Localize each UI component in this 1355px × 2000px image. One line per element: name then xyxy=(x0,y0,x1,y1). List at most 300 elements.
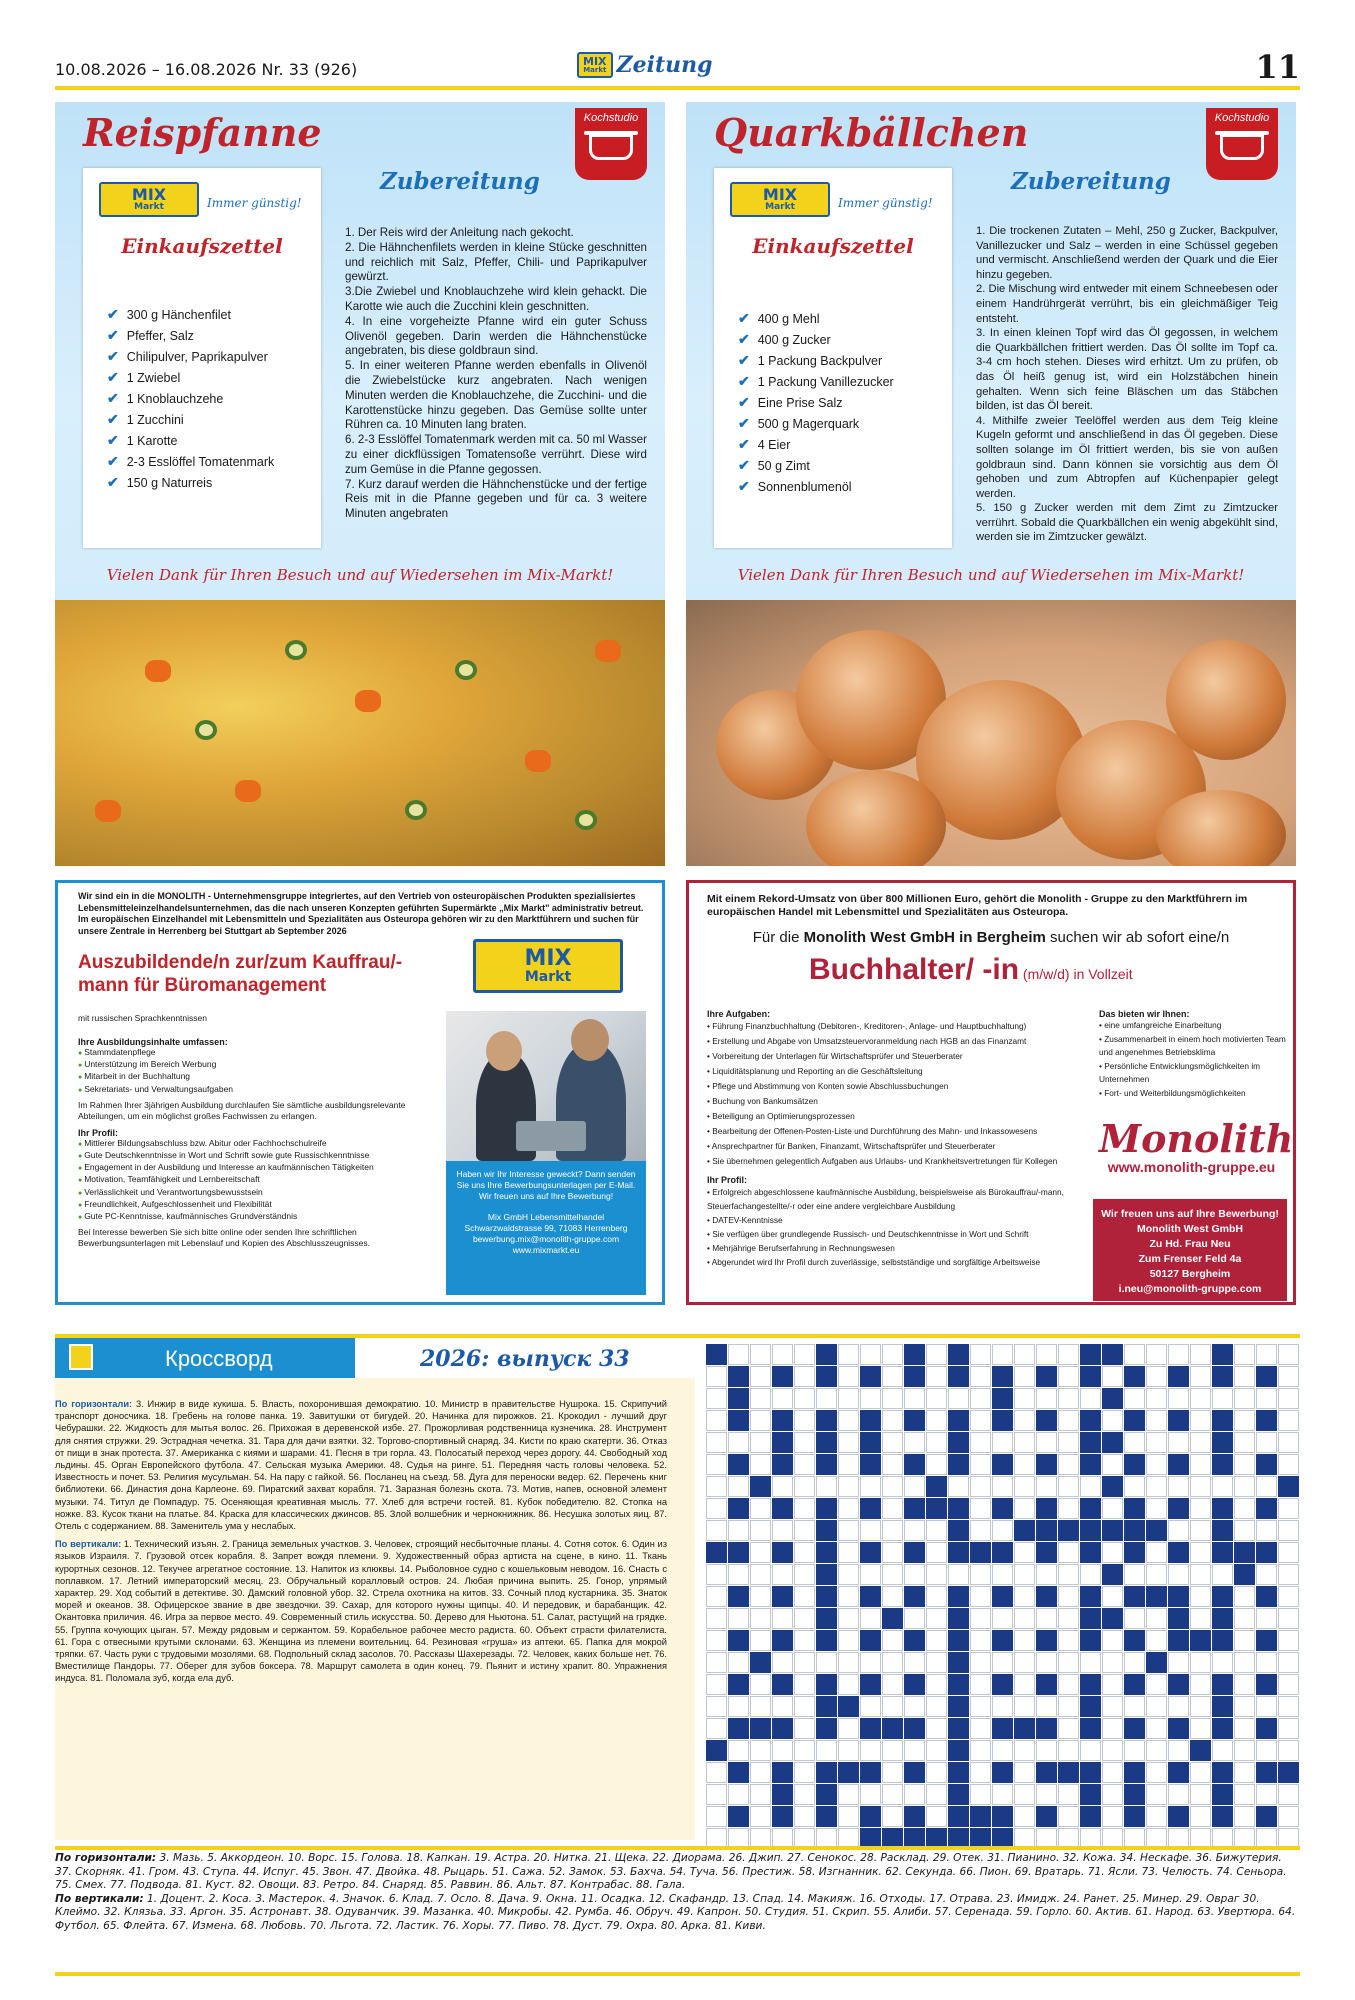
grid-cell xyxy=(1146,1498,1167,1519)
list-item: • Vorbereitung der Unterlagen für Wirtschaftsprüfer und Steuerberater xyxy=(707,1049,1082,1064)
grid-cell xyxy=(1080,1454,1101,1475)
grid-cell xyxy=(706,1740,727,1761)
header-rule xyxy=(55,86,1300,90)
grid-cell xyxy=(1080,1740,1101,1761)
grid-cell xyxy=(926,1740,947,1761)
grid-cell xyxy=(728,1520,749,1541)
list-item: ✔ 400 g Mehl xyxy=(738,310,820,326)
check-icon: ✔ xyxy=(738,457,750,473)
grid-cell xyxy=(706,1498,727,1519)
grid-cell xyxy=(728,1806,749,1827)
grid-cell xyxy=(904,1630,925,1651)
grid-cell xyxy=(838,1784,859,1805)
grid-cell xyxy=(904,1674,925,1695)
grid-cell xyxy=(1146,1388,1167,1409)
grid-cell xyxy=(1080,1410,1101,1431)
check-icon: ✔ xyxy=(738,436,750,452)
list-item: ● Mittlerer Bildungsabschluss bzw. Abitur oder Fachhochschulreife xyxy=(78,1138,438,1150)
grid-cell xyxy=(860,1718,881,1739)
grid-cell xyxy=(926,1542,947,1563)
grid-cell xyxy=(992,1784,1013,1805)
grid-cell xyxy=(794,1432,815,1453)
grid-cell xyxy=(772,1454,793,1475)
grid-cell xyxy=(1102,1762,1123,1783)
grid-cell xyxy=(1080,1432,1101,1453)
grid-cell xyxy=(1014,1542,1035,1563)
grid-cell xyxy=(1080,1696,1101,1717)
grid-cell xyxy=(1080,1476,1101,1497)
grid-cell xyxy=(1014,1608,1035,1629)
grid-cell xyxy=(1146,1366,1167,1387)
issue-date: 10.08.2026 – 16.08.2026 Nr. 33 (926) xyxy=(55,60,358,79)
grid-cell xyxy=(882,1586,903,1607)
grid-cell xyxy=(1080,1630,1101,1651)
grid-cell xyxy=(1036,1432,1057,1453)
grid-cell xyxy=(1080,1520,1101,1541)
grid-cell xyxy=(1124,1652,1145,1673)
grid-cell xyxy=(882,1718,903,1739)
grid-cell xyxy=(816,1476,837,1497)
grid-cell xyxy=(1102,1542,1123,1563)
grid-cell xyxy=(750,1520,771,1541)
mix-markt-logo: MIX Markt xyxy=(99,182,199,217)
grid-cell xyxy=(816,1762,837,1783)
grid-cell xyxy=(1190,1806,1211,1827)
grid-cell xyxy=(1278,1652,1299,1673)
grid-cell xyxy=(772,1740,793,1761)
grid-cell xyxy=(728,1476,749,1497)
crossword-issue: 2026: выпуск 33 xyxy=(420,1346,630,1372)
grid-cell xyxy=(970,1784,991,1805)
grid-cell xyxy=(1058,1784,1079,1805)
ingredient-list xyxy=(107,304,274,493)
grid-cell xyxy=(1124,1718,1145,1739)
grid-cell xyxy=(992,1564,1013,1585)
grid-cell xyxy=(750,1652,771,1673)
grid-cell xyxy=(1124,1674,1145,1695)
grid-cell xyxy=(926,1762,947,1783)
grid-cell xyxy=(992,1432,1013,1453)
grid-cell xyxy=(1256,1498,1277,1519)
list-item: ✔ 300 g Hänchenfilet xyxy=(107,306,231,322)
grid-cell xyxy=(772,1652,793,1673)
grid-cell xyxy=(728,1740,749,1761)
grid-cell xyxy=(860,1410,881,1431)
grid-cell xyxy=(1124,1608,1145,1629)
list-item: ✔ Pfeffer, Salz xyxy=(107,327,194,343)
grid-cell xyxy=(1212,1344,1233,1365)
grid-cell xyxy=(706,1762,727,1783)
grid-cell xyxy=(970,1696,991,1717)
grid-cell xyxy=(1146,1696,1167,1717)
grid-cell xyxy=(1124,1564,1145,1585)
grid-cell xyxy=(1256,1366,1277,1387)
grid-cell xyxy=(1190,1542,1211,1563)
grid-cell xyxy=(1212,1586,1233,1607)
grid-cell xyxy=(1212,1476,1233,1497)
grid-cell xyxy=(882,1652,903,1673)
list-item: ● Mitarbeit in der Buchhaltung xyxy=(78,1071,438,1083)
grid-cell xyxy=(1102,1454,1123,1475)
job-ad-mix-markt xyxy=(55,880,665,1305)
grid-cell xyxy=(992,1652,1013,1673)
grid-cell xyxy=(750,1432,771,1453)
grid-cell xyxy=(970,1498,991,1519)
grid-cell xyxy=(1234,1608,1255,1629)
grid-cell xyxy=(816,1784,837,1805)
grid-cell xyxy=(1190,1608,1211,1629)
grid-cell xyxy=(992,1740,1013,1761)
grid-cell xyxy=(1256,1432,1277,1453)
grid-cell xyxy=(706,1784,727,1805)
grid-cell xyxy=(992,1410,1013,1431)
grid-cell xyxy=(1036,1696,1057,1717)
ad-intro: Wir sind ein in die MONOLITH - Unternehmensgruppe integriertes, auf den Vertrieb von osteuropäischen Produkten spezialisiertes Lebensmitteleinzelhandelsunternehmen, das die nach unseren Konzepten geführten Supermärkte „Mix Markt" administrativ betreut. Im europäischen Einzelhandel mit Lebensmitteln und Spezialitäten aus Osteuropa gehören wir zu den Marktführern und suchen für unsere Zentrale in Herrenberg bei Stuttgart ab September 2026 xyxy=(78,891,644,936)
grid-cell xyxy=(750,1366,771,1387)
grid-cell xyxy=(860,1388,881,1409)
grid-cell xyxy=(948,1542,969,1563)
grid-cell xyxy=(1190,1740,1211,1761)
grid-cell xyxy=(728,1762,749,1783)
grid-cell xyxy=(1234,1586,1255,1607)
list-item: ✔ 50 g Zimt xyxy=(738,457,810,473)
grid-cell xyxy=(728,1784,749,1805)
grid-cell xyxy=(1102,1520,1123,1541)
grid-cell xyxy=(926,1476,947,1497)
grid-cell xyxy=(904,1432,925,1453)
grid-cell xyxy=(926,1652,947,1673)
grid-cell xyxy=(970,1344,991,1365)
crossword-heading: Кроссворд xyxy=(55,1338,355,1378)
check-icon: ✔ xyxy=(738,415,750,431)
website-link[interactable]: www.monolith-gruppe.eu xyxy=(1107,1159,1276,1175)
grid-cell xyxy=(1278,1388,1299,1409)
grid-cell xyxy=(1168,1718,1189,1739)
grid-cell xyxy=(1168,1674,1189,1695)
grid-cell xyxy=(1036,1608,1057,1629)
page-header xyxy=(55,48,1300,90)
grid-cell xyxy=(992,1388,1013,1409)
grid-cell xyxy=(860,1520,881,1541)
grid-cell xyxy=(772,1520,793,1541)
grid-cell xyxy=(1168,1520,1189,1541)
grid-cell xyxy=(1212,1454,1233,1475)
grid-cell xyxy=(882,1762,903,1783)
grid-cell xyxy=(1234,1410,1255,1431)
grid-cell xyxy=(750,1586,771,1607)
grid-cell xyxy=(1190,1586,1211,1607)
list-item: ✔ Chilipulver, Paprikapulver xyxy=(107,348,268,364)
section-heading: Ihr Profil: xyxy=(78,1127,118,1138)
grid-cell xyxy=(1256,1586,1277,1607)
grid-cell xyxy=(1256,1806,1277,1827)
grid-cell xyxy=(1058,1564,1079,1585)
grid-cell xyxy=(860,1366,881,1387)
grid-cell xyxy=(1256,1696,1277,1717)
grid-cell xyxy=(1014,1586,1035,1607)
grid-cell xyxy=(1080,1542,1101,1563)
grid-cell xyxy=(794,1454,815,1475)
grid-cell xyxy=(1014,1388,1035,1409)
grid-cell xyxy=(1014,1410,1035,1431)
grid-cell xyxy=(1146,1586,1167,1607)
grid-cell xyxy=(1146,1806,1167,1827)
job-ad-monolith xyxy=(686,880,1296,1305)
ad-tasks: Ihre Aufgaben: • Führung Finanzbuchhaltung (Debitoren-, Kreditoren-, Anlage- und Hauptbuchhaltung) • Erstellung und Abgabe von Umsatzsteuervoranmeldung nach HGB an das Finanzamt • Vorbereitung der Unterlagen für Wirtschaftsprüfer und Steuerberater • Liquiditätsplanung und Reporting an die Geschäftsleitung • Pflege und Abstimmung von Konten sowie Abschlussbuchungen • Buchung von Bankumsätzen • Beteiligung an Optimierungsprozessen • Bearbeitung der Offenen-Posten-Liste und Durchführung des Mahn- und Inkassowesens • Ansprechpartner für Banken, Finanzamt, Wirtschaftsprüfer und Steuerberater • Sie übernehmen gelegentlich Aufgaben aus Urlaubs- und Krankheitsvertretungen für Kollegen Ihr Profil: • Erfolgreich abgeschlossene kaufmännische Ausbildung, beispielsweise als Bürokauffrau/-mann, Steuerfachangestellte/-r oder eine andere vergleichbare Ausbildung • DATEV-Kenntnisse • Sie verfügen über grundlegende Russisch- und Deutschkenntnisse in Wort und Schrift • Mehrjährige Berufserfahrung in Rechnungswesen • Abgerundet wird Ihr Profil durch zuverlässige, selbstständige und sorgfältige Arbeitsweise xyxy=(707,1003,1082,1269)
grid-cell xyxy=(948,1410,969,1431)
grid-cell xyxy=(750,1718,771,1739)
grid-cell xyxy=(882,1410,903,1431)
profile-list xyxy=(78,1138,438,1223)
grid-cell xyxy=(948,1476,969,1497)
grid-cell xyxy=(1146,1542,1167,1563)
grid-cell xyxy=(1058,1762,1079,1783)
list-item: • Zusammenarbeit in einem hoch motivierten Team und angenehmes Betriebsklima xyxy=(1099,1033,1289,1060)
check-icon: ✔ xyxy=(738,478,750,494)
grid-cell xyxy=(1036,1476,1057,1497)
grid-cell xyxy=(1080,1388,1101,1409)
grid-cell xyxy=(1014,1344,1035,1365)
grid-cell xyxy=(706,1344,727,1365)
grid-cell xyxy=(948,1366,969,1387)
grid-cell xyxy=(1124,1806,1145,1827)
grid-cell xyxy=(772,1762,793,1783)
list-item: • Liquiditätsplanung und Reporting an die Geschäftsleitung xyxy=(707,1064,1082,1079)
list-item: ● Sekretariats- und Verwaltungsaufgaben xyxy=(78,1084,438,1096)
grid-cell xyxy=(1036,1498,1057,1519)
grid-cell xyxy=(926,1344,947,1365)
thanks-line: Vielen Dank für Ihren Besuch und auf Wiedersehen im Mix-Markt! xyxy=(737,566,1245,584)
grid-cell xyxy=(926,1432,947,1453)
grid-cell xyxy=(1278,1762,1299,1783)
grid-cell xyxy=(1278,1630,1299,1651)
ad-paragraph: Im Rahmen Ihrer 3jährigen Ausbildung durchlaufen Sie sämtliche ausbildungsrelevante Abteilungen, um ein möglichst großes Fachwissen zu erlangen. xyxy=(78,1099,406,1121)
grid-cell xyxy=(860,1696,881,1717)
grid-cell xyxy=(1014,1432,1035,1453)
grid-cell xyxy=(948,1806,969,1827)
grid-cell xyxy=(1190,1344,1211,1365)
grid-cell xyxy=(1278,1454,1299,1475)
grid-cell xyxy=(1168,1608,1189,1629)
grid-cell xyxy=(1124,1344,1145,1365)
section-rule xyxy=(55,1846,1300,1850)
grid-cell xyxy=(706,1410,727,1431)
grid-cell xyxy=(1058,1630,1079,1651)
grid-cell xyxy=(1014,1696,1035,1717)
grid-cell xyxy=(1036,1366,1057,1387)
grid-cell xyxy=(992,1520,1013,1541)
grid-cell xyxy=(860,1674,881,1695)
grid-cell xyxy=(728,1718,749,1739)
grid-cell xyxy=(1234,1784,1255,1805)
grid-cell xyxy=(1014,1762,1035,1783)
grid-cell xyxy=(1278,1806,1299,1827)
grid-cell xyxy=(970,1454,991,1475)
list-item: • Fort- und Weiterbildungsmöglichkeiten xyxy=(1099,1087,1289,1101)
check-icon: ✔ xyxy=(738,394,750,410)
grid-cell xyxy=(1080,1366,1101,1387)
list-item: ✔ 1 Knoblauchzehe xyxy=(107,390,224,406)
grid-cell xyxy=(948,1784,969,1805)
list-item: • Führung Finanzbuchhaltung (Debitoren-, Kreditoren-, Anlage- und Hauptbuchhaltung) xyxy=(707,1019,1082,1034)
grid-cell xyxy=(1234,1630,1255,1651)
grid-cell xyxy=(904,1388,925,1409)
grid-cell xyxy=(1190,1432,1211,1453)
mix-markt-logo: MIX Markt xyxy=(473,939,623,993)
grid-cell xyxy=(1278,1410,1299,1431)
grid-cell xyxy=(772,1564,793,1585)
grid-cell xyxy=(1234,1696,1255,1717)
check-icon: ✔ xyxy=(107,348,119,364)
grid-cell xyxy=(992,1674,1013,1695)
grid-cell xyxy=(816,1674,837,1695)
grid-cell xyxy=(1168,1784,1189,1805)
check-icon: ✔ xyxy=(107,306,119,322)
grid-cell xyxy=(750,1542,771,1563)
grid-cell xyxy=(948,1740,969,1761)
grid-cell xyxy=(1058,1454,1079,1475)
list-item: ● Unterstützung im Bereich Werbung xyxy=(78,1059,438,1071)
grid-cell xyxy=(970,1520,991,1541)
grid-cell xyxy=(860,1630,881,1651)
grid-cell xyxy=(904,1740,925,1761)
grid-cell xyxy=(1190,1652,1211,1673)
grid-cell xyxy=(1080,1498,1101,1519)
bottom-rule xyxy=(55,1972,1300,1976)
grid-cell xyxy=(1168,1454,1189,1475)
grid-cell xyxy=(992,1762,1013,1783)
grid-cell xyxy=(970,1366,991,1387)
list-item: ● Verlässlichkeit und Verantwortungsbewusstsein xyxy=(78,1187,438,1199)
grid-cell xyxy=(838,1630,859,1651)
grid-cell xyxy=(794,1674,815,1695)
grid-cell xyxy=(882,1520,903,1541)
grid-cell xyxy=(772,1388,793,1409)
grid-cell xyxy=(816,1608,837,1629)
grid-cell xyxy=(1168,1696,1189,1717)
grid-cell xyxy=(926,1784,947,1805)
grid-cell xyxy=(728,1410,749,1431)
grid-cell xyxy=(750,1696,771,1717)
grid-cell xyxy=(1212,1564,1233,1585)
grid-cell xyxy=(904,1762,925,1783)
grid-cell xyxy=(1190,1718,1211,1739)
grid-cell xyxy=(1234,1564,1255,1585)
grid-cell xyxy=(1036,1454,1057,1475)
grid-cell xyxy=(1168,1564,1189,1585)
grid-cell xyxy=(1234,1476,1255,1497)
list-item: • Mehrjährige Berufserfahrung in Rechnungswesen xyxy=(707,1241,1082,1255)
list-item: ✔ 1 Zucchini xyxy=(107,411,184,427)
grid-cell xyxy=(1212,1432,1233,1453)
grid-cell xyxy=(750,1498,771,1519)
previous-answers: По горизонтали: 3. Мазь. 5. Аккордеон. 10. Ворс. 15. Голова. 18. Капкан. 19. Астра. 20. Нитка. 21. Щека. 22. Диорама. 26. Джип. 27. Сенокос. 28. Расклад. 29. Отек. 31. Пианино. 32. Кожа. 34. Нескафе. 36. Бижутерия. 37. Скорняк. 41. Гром. 43. Ступа. 44. Испуг. 45. Звон. 47. Двойка. 48. Рыцарь. 51. Сажа. 52. Замок. 53. Бахча. 54. Туча. 56. Престиж. 58. Изгнанник. 62. Секунда. 66. Пион. 69. Вратарь. 71. Ясли. 73. Челюсть. 74. Сеньора. 75. Смех. 77. Подвода. 81. Куст. 82. Овощи. 83. Ретро. 84. Снаряд. 85. Раввин. 86. Альт. 87. Контрабас. 88. Гала. По вертикали: 1. Доцент. 2. Коса. 3. Мастерок. 4. Значок. 6. Клад. 7. Осло. 8. Дача. 9. Окна. 11. Осадка. 12. Скафандр. 13. Спад. 14. Макияж. 16. Отходы. 17. Отрава. 23. Имидж. 24. Ранет. 25. Минер. 29. Овраг 30. Клеймо. 32. Клязьа. 33. Аргон. 35. Астронавт. 38. Одуванчик. 39. Мазанка. 40. Микробы. 42. Румба. 46. Обруч. 49. Капрон. 50. Студия. 51. Скрип. 55. Алиби. 57. Серенада. 59. Горло. 60. Актив. 61. Народ. 63. Увертюра. 64. Футбол. 65. Флейта. 67. Измена. 68. Любовь. 70. Льгота. 72. Ластик. 76. Хоры. 77. Пиво. 78. Дуст. 79. Охра. 80. Арка. 81. Киви. xyxy=(55,1852,1296,1932)
grid-cell xyxy=(706,1564,727,1585)
grid-cell xyxy=(904,1696,925,1717)
grid-cell xyxy=(926,1564,947,1585)
grid-cell xyxy=(1278,1344,1299,1365)
grid-cell xyxy=(1146,1564,1167,1585)
grid-cell xyxy=(728,1432,749,1453)
grid-cell xyxy=(1212,1542,1233,1563)
grid-cell xyxy=(1278,1740,1299,1761)
ingredient-list xyxy=(738,308,894,497)
grid-cell xyxy=(1124,1454,1145,1475)
grid-cell xyxy=(772,1784,793,1805)
grid-cell xyxy=(1058,1652,1079,1673)
list-item: ✔ 500 g Magerquark xyxy=(738,415,860,431)
grid-cell xyxy=(1256,1630,1277,1651)
grid-cell xyxy=(728,1498,749,1519)
grid-cell xyxy=(706,1454,727,1475)
grid-cell xyxy=(970,1608,991,1629)
grid-cell xyxy=(1212,1410,1233,1431)
section-heading: Ihre Ausbildungsinhalte umfassen: xyxy=(78,1037,228,1047)
slogan: Immer günstig! xyxy=(207,196,302,210)
grid-cell xyxy=(838,1652,859,1673)
grid-cell xyxy=(750,1762,771,1783)
grid-cell xyxy=(882,1366,903,1387)
grid-cell xyxy=(728,1454,749,1475)
grid-cell xyxy=(1058,1674,1079,1695)
grid-cell xyxy=(926,1718,947,1739)
check-icon: ✔ xyxy=(738,352,750,368)
grid-cell xyxy=(1256,1652,1277,1673)
grid-cell xyxy=(706,1652,727,1673)
grid-cell xyxy=(1014,1520,1035,1541)
grid-cell xyxy=(1080,1784,1101,1805)
list-item: ✔ 1 Packung Backpulver xyxy=(738,352,883,368)
list-item: • Pflege und Abstimmung von Konten sowie Abschlussbuchungen xyxy=(707,1079,1082,1094)
grid-cell xyxy=(1102,1498,1123,1519)
grid-cell xyxy=(1036,1674,1057,1695)
grid-cell xyxy=(948,1762,969,1783)
grid-cell xyxy=(860,1586,881,1607)
grid-cell xyxy=(860,1564,881,1585)
grid-cell xyxy=(1014,1498,1035,1519)
grid-cell xyxy=(948,1432,969,1453)
check-icon: ✔ xyxy=(107,453,119,469)
grid-cell xyxy=(1256,1718,1277,1739)
grid-cell xyxy=(728,1344,749,1365)
grid-cell xyxy=(816,1696,837,1717)
grid-cell xyxy=(882,1740,903,1761)
grid-cell xyxy=(1256,1454,1277,1475)
grid-cell xyxy=(816,1564,837,1585)
grid-cell xyxy=(816,1498,837,1519)
list-item: • Buchung von Bankumsätzen xyxy=(707,1094,1082,1109)
grid-cell xyxy=(728,1608,749,1629)
grid-cell xyxy=(1058,1740,1079,1761)
grid-cell xyxy=(926,1674,947,1695)
monolith-logo: Monolith www.monolith-gruppe.eu xyxy=(1099,1116,1294,1175)
grid-cell xyxy=(1102,1586,1123,1607)
grid-cell xyxy=(992,1630,1013,1651)
grid-cell xyxy=(750,1740,771,1761)
grid-cell xyxy=(948,1498,969,1519)
grid-cell xyxy=(1146,1476,1167,1497)
grid-cell xyxy=(1058,1476,1079,1497)
grid-cell xyxy=(1278,1476,1299,1497)
grid-cell xyxy=(816,1388,837,1409)
grid-cell xyxy=(794,1718,815,1739)
grid-cell xyxy=(838,1542,859,1563)
grid-cell xyxy=(992,1608,1013,1629)
grid-cell xyxy=(992,1344,1013,1365)
zeitung-wordmark: Zeitung xyxy=(616,52,713,78)
grid-cell xyxy=(1102,1410,1123,1431)
kochstudio-badge: Kochstudio xyxy=(575,108,647,180)
